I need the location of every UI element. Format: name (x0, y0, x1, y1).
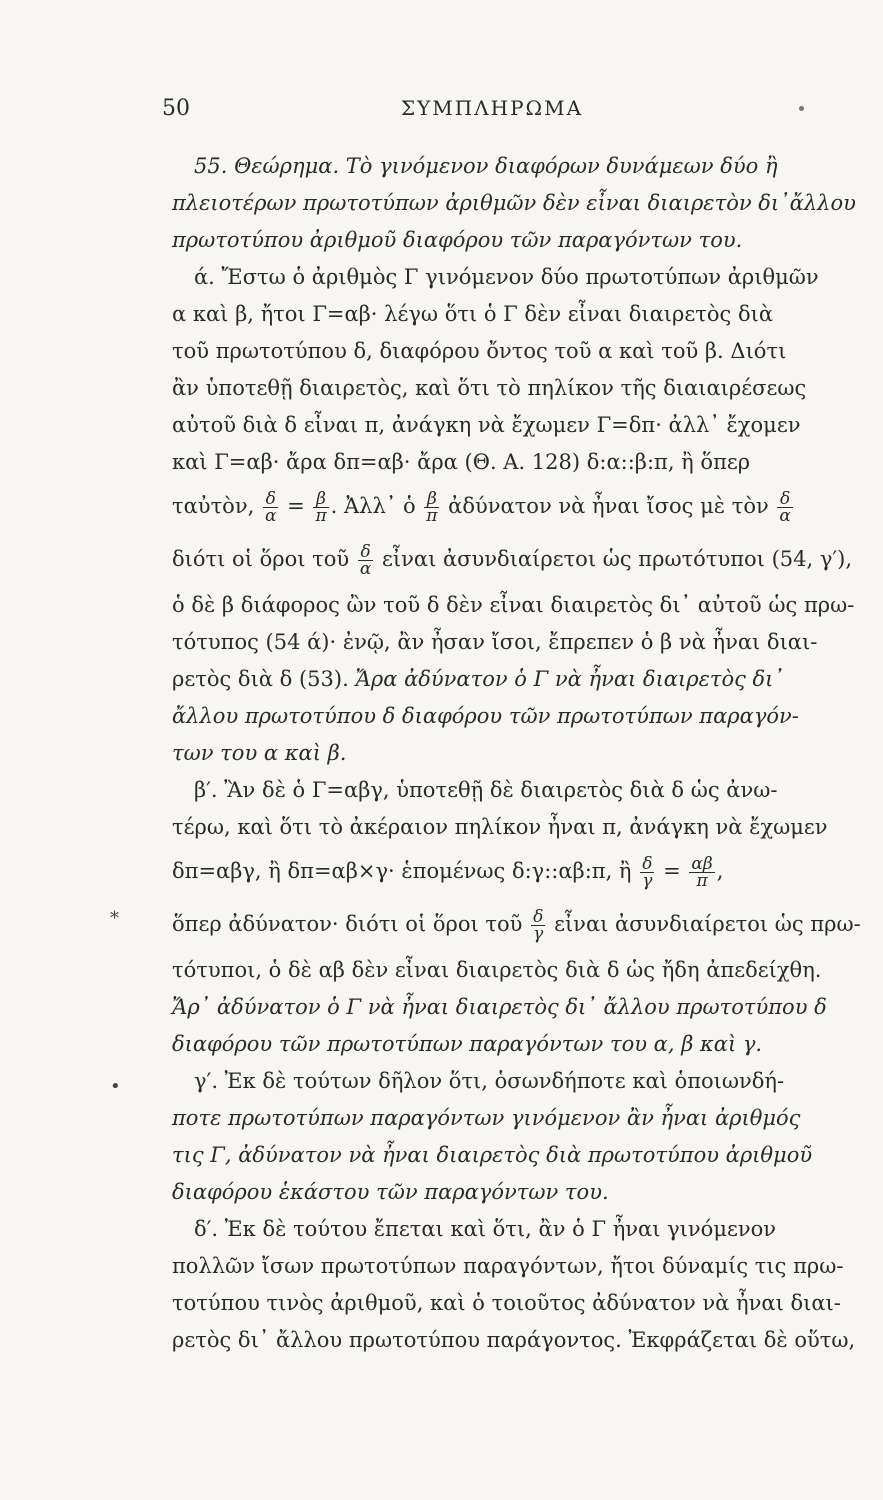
denominator: π (426, 506, 438, 526)
text-line-18: τέρω, καὶ ὅτι τὸ ἀκέραιον πηλίκον ἦναι π, ἀνάγκη νὰ ἔχωμεν (172, 815, 828, 839)
fraction-b-over-p (313, 491, 328, 524)
theorem-line-2: πλειοτέρων πρωτοτύπων ἀριθμῶν δὲν εἶναι διαιρετὸν δι᾽ἄλλου (172, 191, 856, 215)
numerator: β (313, 491, 328, 508)
numerator: δ (777, 491, 792, 508)
text-segment: διότι οἱ ὅροι τοῦ (172, 547, 350, 571)
numerator: β (424, 491, 439, 508)
text-line-29: πολλῶν ἴσων πρωτοτύπων παραγόντων, ἤτοι δύναμίς τις πρω- (172, 1254, 844, 1278)
text-line-5: α καὶ β, ἤτοι Γ=αβ· λέγω ὅτι ὁ Γ δὲν εἶναι διαιρετὸς διὰ (172, 302, 774, 326)
denominator: γ (642, 871, 653, 891)
page-text (172, 148, 861, 1359)
fraction-b-over-p (424, 491, 439, 524)
theorem-line-3: πρωτοτύπου ἀριθμοῦ διαφόρου τῶν παραγόντων του. (172, 228, 743, 252)
math-line-11 (172, 531, 853, 587)
ink-dot (799, 106, 804, 111)
numerator: δ (642, 854, 653, 874)
text-segment: εἶναι ἀσυνδιαίρετοι ὡς πρω- (554, 912, 861, 936)
running-title: ΣΥΜΠΛΗΡΩΜΑ (400, 96, 584, 120)
text-line-6: τοῦ πρωτοτύπου δ, διαφόρου ὄντος τοῦ α καὶ τοῦ β. Διότι (172, 339, 787, 363)
denominator: π (315, 506, 327, 526)
text-segment: ἀδύνατον νὰ ἦναι ἴσος μὲ τὸν (448, 494, 769, 518)
fraction-d-over-a (263, 491, 278, 524)
math-line-10: ταὐτὸν, $\frac{\delta}{\alpha}$ = $\frac{\beta}{\pi}$ . Ἀλλ᾽ ὁ $\frac{\beta}{\pi}$ ἀδύνατον νὰ ἦναι ἴσος μὲ τὸν $\frac{\delta}{\alpha}$ (172, 489, 791, 526)
fraction-d-over-g (640, 856, 654, 889)
fraction-ab-over-p (689, 856, 714, 889)
text-line-15: ἄλλου πρωτοτύπου δ διαφόρου τῶν πρωτοτύπων παραγόν- (172, 704, 799, 728)
margin-star: * (110, 908, 119, 929)
text-line-9: καὶ Γ=αβ· ἄρα δπ=αβ· ἄρα (Θ. Α. 128) δ:α::β:π, ἢ ὅπερ (172, 450, 751, 474)
text-line-7: ἂν ὑποτεθῇ διαιρετὸς, καὶ ὅτι τὸ πηλίκον τῆς διαιαιρέσεως (172, 376, 807, 400)
text-line-27: διαφόρου ἑκάστου τῶν παραγόντων του. (172, 1180, 609, 1204)
text-line-30: τοτύπου τινὸς ἀριθμοῦ, καὶ ὁ τοιοῦτος ἀδύνατον νὰ ἦναι διαι- (172, 1291, 841, 1315)
conclusion-segment: Ἄρα ἀδύνατον ὁ Γ νὰ ἦναι διαιρετὸς δι᾽ (355, 667, 784, 691)
denominator: π (696, 871, 708, 891)
theorem-line-1: 55. Θεώρημα. Τὸ γινόμενον διαφόρων δυνάμεων δύο ἢ (194, 154, 778, 178)
text-segment: δπ=αβγ, ἢ δπ=αβ×γ· ἑπομένως δ:γ::αβ:π, ἢ (172, 859, 632, 883)
text-line-21: τότυποι, ὁ δὲ αβ δὲν εἶναι διαιρετὸς διὰ δ ὡς ἤδη ἀπεδείχθη. (172, 958, 822, 982)
numerator: δ (533, 907, 544, 927)
text-line-17: β′. Ἂν δὲ ὁ Γ=αβγ, ὑποτεθῇ δὲ διαιρετὸς διὰ δ ὡς ἀνω- (194, 778, 778, 802)
text-line-13: τότυπος (54 ά)· ἐνῷ, ἂν ἦσαν ἴσοι, ἔπρεπεν ὁ β νὰ ἦναι διαι- (172, 630, 818, 654)
text-line-24: γ′. Ἐκ δὲ τούτων δῆλον ὅτι, ὁσωνδήποτε καὶ ὁποιωνδή- (194, 1069, 785, 1093)
text-line-22: Ἄρ᾽ ἀδύνατον ὁ Γ νὰ ἦναι διαιρετὸς δι᾽ ἄλλου πρωτοτύπου δ (172, 995, 827, 1019)
equals-sign: = (287, 494, 305, 518)
equals-sign: = (663, 859, 681, 883)
denominator: α (779, 506, 791, 526)
numerator: δ (263, 491, 278, 508)
text-line-23: διαφόρου τῶν πρωτοτύπων παραγόντων του α, β καὶ γ. (172, 1032, 763, 1056)
denominator: γ (533, 924, 544, 944)
denominator: α (359, 559, 372, 579)
denominator: α (264, 506, 277, 526)
text-line-31: ρετὸς δι᾽ ἄλλου πρωτοτύπου παράγοντος. Ἐκφράζεται δὲ οὕτω, (172, 1328, 856, 1352)
math-line-20 (172, 896, 861, 952)
text-line-4: ά. Ἔστω ὁ ἀριθμὸς Γ γινόμενον δύο πρωτοτύπων ἀριθμῶν (194, 265, 819, 289)
fraction-d-over-a (358, 544, 373, 577)
text-line-26: τις Γ, ἀδύνατον νὰ ἦναι διαιρετὸς διὰ πρωτοτύπου ἀριθμοῦ (172, 1143, 813, 1167)
fraction-d-over-a (777, 491, 792, 524)
fraction-d-over-g (531, 909, 545, 942)
text-line-12: ὁ δὲ β διάφορος ὢν τοῦ δ δὲν εἶναι διαιρετὸς δι᾽ αὐτοῦ ὡς πρω- (172, 593, 855, 617)
margin-bullet: • (110, 1076, 121, 1097)
text-line-25: ποτε πρωτοτύπων παραγόντων γινόμενον ἂν ἦναι ἀριθμός (172, 1106, 801, 1130)
numerator: αβ (691, 854, 713, 874)
numerator: δ (358, 544, 373, 561)
text-segment: ταὐτὸν, (172, 494, 255, 518)
text-segment: ρετὸς διὰ δ (53). (172, 667, 349, 691)
page-number: 50 (162, 96, 190, 121)
text-line-8: αὐτοῦ διὰ δ εἶναι π, ἀνάγκη νὰ ἔχωμεν Γ=δπ· ἀλλ᾽ ἔχομεν (172, 413, 801, 437)
text-segment: εἶναι ἀσυνδιαίρετοι ὡς πρωτότυποι (54, γ′), (382, 547, 853, 571)
math-line-19: δπ=αβγ, ἢ δπ=αβ×γ· ἑπομένως δ:γ::αβ:π, ἢ $\frac{\delta}{\gamma}$ = $\frac{\alpha\beta}{\pi}$ , (172, 854, 724, 891)
text-segment: Ἀλλ᾽ ὁ (343, 494, 416, 518)
text-line-16: των του α καὶ β. (172, 741, 347, 765)
text-line-14 (172, 661, 820, 698)
text-line-28: δ′. Ἐκ δὲ τούτου ἔπεται καὶ ὅτι, ἂν ὁ Γ ἦναι γινόμενον (194, 1217, 777, 1241)
text-segment: ὅπερ ἀδύνατον· διότι οἱ ὅροι τοῦ (172, 912, 523, 936)
page-header (162, 96, 822, 126)
